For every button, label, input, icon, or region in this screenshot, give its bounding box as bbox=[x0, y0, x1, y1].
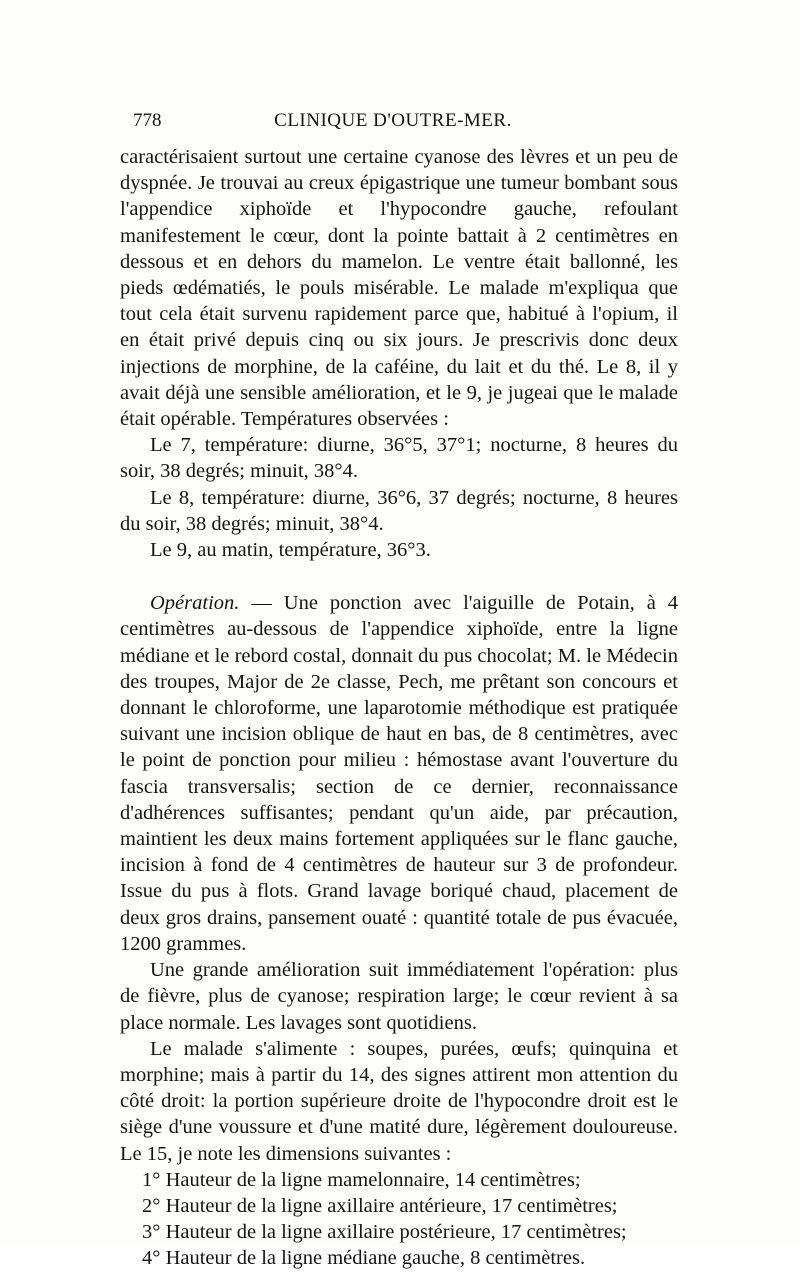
operation-text: — Une ponction avec l'aiguille de Potain, à 4 centimètres au-dessous de l'appendice xiphoïde, entre la ligne médiane et le rebord costal, donnait du pus chocolat; M. le Médecin des troupes, Major de 2e classe, Pech, me prêtant son concours et donnant le chloroforme, une laparotomie méthodique est pratiquée suivant une incision oblique de haut en bas, de 8 centimètres, avec le point de ponction pour milieu : hémostase avant l'ouverture du fascia transversalis; section de ce dernier, reconnaissance d'adhérences suffisantes; pendant qu'un aide, par précaution, maintient les deux mains fortement appliquées sur le flanc gauche, incision à fond de 4 centimètres de hauteur sur 3 de profondeur. Issue du pus à flots. Grand lavage boriqué chaud, placement de deux gros drains, pansement ouaté : quantité totale de pus évacuée, 1200 grammes. bbox=[120, 592, 678, 955]
running-title: CLINIQUE D'OUTRE-MER. bbox=[274, 110, 512, 131]
operation-paragraph bbox=[120, 590, 678, 957]
dimension-item: 4° Hauteur de la ligne médiane gauche, 8 centimètres. bbox=[142, 1247, 586, 1270]
dimension-item: 3° Hauteur de la ligne axillaire postérieure, 17 centimètres; bbox=[142, 1221, 627, 1244]
temperature-day-9: Le 9, au matin, température, 36°3. bbox=[150, 539, 431, 562]
page-header bbox=[133, 110, 673, 140]
dimension-item: 1° Hauteur de la ligne mamelonnaire, 14 centimètres; bbox=[142, 1168, 581, 1191]
section-gap bbox=[120, 563, 678, 590]
page-body bbox=[120, 144, 678, 1272]
paragraph-continuation: caractérisaient surtout une certaine cyanose des lèvres et un peu de dyspnée. Je trouvai au creux épigastrique une tumeur bombant sous l'appendice xiphoïde et l'hypocondre gauche, refoulant manifestement le cœur, dont la pointe battait à 2 centimètres en dessous et en dehors du mamelon. Le ventre était ballonné, les pieds œdématiés, le pouls misérable. Le malade m'expliqua que tout cela était survenu rapidement parce que, habitué à l'opium, il en était privé depuis cinq ou six jours. Je prescrivis donc deux injections de morphine, de la caféine, du lait et du thé. Le 8, il y avait déjà une sensible amélioration, et le 9, je jugeai que le malade était opérable. Températures observées : bbox=[120, 146, 678, 431]
page-number: 778 bbox=[133, 110, 162, 131]
temperature-day-7: Le 7, température: diurne, 36°5, 37°1; nocturne, 8 heures du soir, 38 degrés; minuit, 38°4. bbox=[120, 434, 678, 483]
dimension-item: 2° Hauteur de la ligne axillaire antérieure, 17 centimètres; bbox=[142, 1194, 618, 1217]
paragraph-feeding: Le malade s'alimente : soupes, purées, œufs; quinquina et morphine; mais à partir du 14, des signes attirent mon attention du côté droit: la portion supérieure droite de l'hypocondre droit est le siège d'une voussure et d'une matité dure, légèrement douloureuse. Le 15, je note les dimensions suivantes : bbox=[120, 1037, 678, 1165]
temperature-day-8: Le 8, température: diurne, 36°6, 37 degrés; nocturne, 8 heures du soir, 38 degrés; minuit, 38°4. bbox=[120, 486, 678, 535]
paragraph-improvement: Une grande amélioration suit immédiatement l'opération: plus de fièvre, plus de cyanose; respiration large; le cœur revient à sa place normale. Les lavages sont quotidiens. bbox=[120, 959, 678, 1034]
operation-heading: Opération. bbox=[150, 592, 240, 615]
